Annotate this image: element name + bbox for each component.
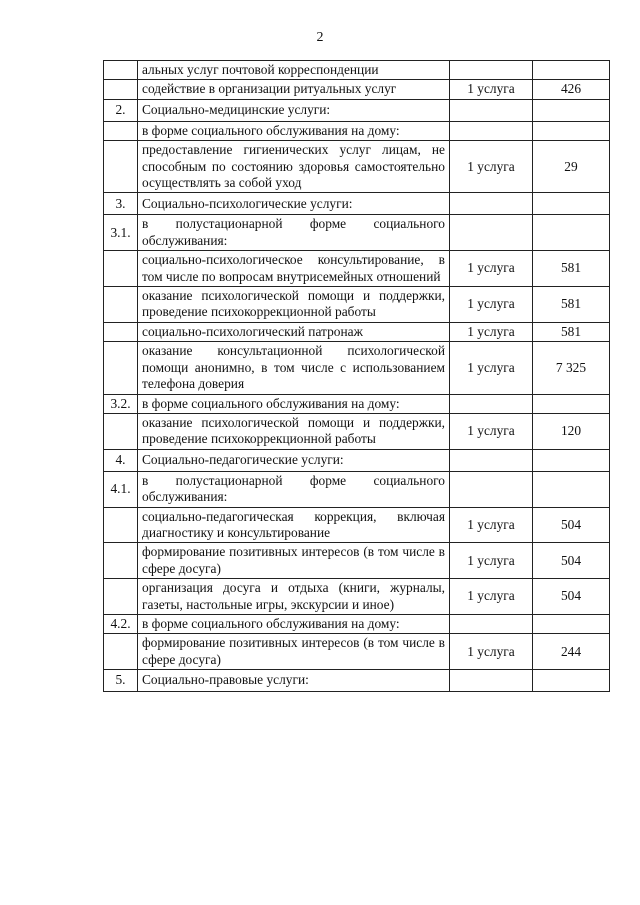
table-row — [104, 287, 610, 323]
row-number-cell — [104, 61, 138, 80]
service-description-cell: в форме социального обслуживания на дому: — [138, 394, 450, 413]
table-row — [104, 507, 610, 543]
price-cell: 581 — [533, 287, 610, 323]
row-number-cell — [104, 251, 138, 287]
row-number-cell: 4.1. — [104, 471, 138, 507]
price-cell — [533, 121, 610, 140]
price-cell: 581 — [533, 251, 610, 287]
row-number-cell — [104, 507, 138, 543]
service-description-cell: социально-педагогическая коррекция, включая диагностику и консультирование — [138, 507, 450, 543]
service-description-cell: в форме социального обслуживания на дому: — [138, 614, 450, 633]
table-row — [104, 193, 610, 215]
row-number-cell — [104, 634, 138, 670]
service-description-cell: оказание психологической помощи и поддержки, проведение психокоррекционной работы — [138, 413, 450, 449]
service-description-cell: в форме социального обслуживания на дому: — [138, 121, 450, 140]
unit-cell — [450, 215, 533, 251]
table-row — [104, 670, 610, 692]
service-description-cell: Социально-психологические услуги: — [138, 193, 450, 215]
table-body — [104, 61, 610, 692]
unit-cell — [450, 614, 533, 633]
table-row — [104, 471, 610, 507]
row-number-cell — [104, 322, 138, 341]
table-row — [104, 449, 610, 471]
service-description-cell: предоставление гигиенических услуг лицам, не способным по состоянию здоровья самостоятельно осуществлять за собой уход — [138, 141, 450, 193]
unit-cell — [450, 99, 533, 121]
row-number-cell: 3. — [104, 193, 138, 215]
price-cell: 244 — [533, 634, 610, 670]
row-number-cell — [104, 80, 138, 99]
service-description-cell: в полустационарной форме социального обслуживания: — [138, 471, 450, 507]
service-description-cell: Социально-медицинские услуги: — [138, 99, 450, 121]
unit-cell — [450, 193, 533, 215]
price-cell — [533, 61, 610, 80]
service-description-cell: социально-психологический патронаж — [138, 322, 450, 341]
price-cell: 504 — [533, 507, 610, 543]
unit-cell: 1 услуга — [450, 579, 533, 615]
price-cell: 426 — [533, 80, 610, 99]
price-cell: 7 325 — [533, 342, 610, 394]
price-cell: 120 — [533, 413, 610, 449]
unit-cell — [450, 670, 533, 692]
table-row — [104, 251, 610, 287]
unit-cell — [450, 449, 533, 471]
table-row — [104, 579, 610, 615]
price-cell — [533, 670, 610, 692]
price-cell — [533, 193, 610, 215]
price-cell — [533, 99, 610, 121]
unit-cell: 1 услуга — [450, 413, 533, 449]
service-description-cell: содействие в организации ритуальных услуг — [138, 80, 450, 99]
row-number-cell — [104, 287, 138, 323]
unit-cell: 1 услуга — [450, 543, 533, 579]
table-row — [104, 342, 610, 394]
price-cell: 581 — [533, 322, 610, 341]
service-description-cell: формирование позитивных интересов (в том числе в сфере досуга) — [138, 543, 450, 579]
row-number-cell — [104, 342, 138, 394]
unit-cell: 1 услуга — [450, 251, 533, 287]
table-row — [104, 61, 610, 80]
row-number-cell — [104, 121, 138, 140]
service-description-cell: формирование позитивных интересов (в том числе в сфере досуга) — [138, 634, 450, 670]
unit-cell — [450, 61, 533, 80]
price-cell: 29 — [533, 141, 610, 193]
row-number-cell: 4.2. — [104, 614, 138, 633]
unit-cell: 1 услуга — [450, 141, 533, 193]
service-description-cell: в полустационарной форме социального обслуживания: — [138, 215, 450, 251]
page-number: 2 — [316, 30, 324, 45]
price-cell: 504 — [533, 579, 610, 615]
table-row — [104, 634, 610, 670]
service-description-cell: оказание консультационной психологической помощи анонимно, в том числе с использованием телефона доверия — [138, 342, 450, 394]
price-cell — [533, 215, 610, 251]
row-number-cell: 3.1. — [104, 215, 138, 251]
table-row — [104, 614, 610, 633]
service-description-cell: Социально-педагогические услуги: — [138, 449, 450, 471]
service-description-cell: социально-психологическое консультирование, в том числе по вопросам внутрисемейных отношений — [138, 251, 450, 287]
services-price-table — [103, 60, 610, 692]
row-number-cell — [104, 543, 138, 579]
unit-cell: 1 услуга — [450, 322, 533, 341]
table-row — [104, 413, 610, 449]
price-cell — [533, 394, 610, 413]
service-description-cell: организация досуга и отдыха (книги, журналы, газеты, настольные игры, экскурсии и иное) — [138, 579, 450, 615]
table-row — [104, 322, 610, 341]
row-number-cell: 4. — [104, 449, 138, 471]
price-cell — [533, 449, 610, 471]
service-description-cell: оказание психологической помощи и поддержки, проведение психокоррекционной работы — [138, 287, 450, 323]
table-row — [104, 394, 610, 413]
table-row — [104, 215, 610, 251]
unit-cell — [450, 394, 533, 413]
table-row — [104, 543, 610, 579]
unit-cell: 1 услуга — [450, 342, 533, 394]
table-row — [104, 80, 610, 99]
price-cell — [533, 471, 610, 507]
table-row — [104, 141, 610, 193]
unit-cell: 1 услуга — [450, 634, 533, 670]
unit-cell — [450, 471, 533, 507]
table-row — [104, 121, 610, 140]
row-number-cell — [104, 141, 138, 193]
price-cell: 504 — [533, 543, 610, 579]
unit-cell: 1 услуга — [450, 80, 533, 99]
unit-cell: 1 услуга — [450, 507, 533, 543]
row-number-cell: 5. — [104, 670, 138, 692]
row-number-cell — [104, 413, 138, 449]
unit-cell — [450, 121, 533, 140]
service-description-cell: Социально-правовые услуги: — [138, 670, 450, 692]
row-number-cell: 3.2. — [104, 394, 138, 413]
row-number-cell — [104, 579, 138, 615]
row-number-cell: 2. — [104, 99, 138, 121]
table-row — [104, 99, 610, 121]
service-description-cell: альных услуг почтовой корреспонденции — [138, 61, 450, 80]
price-cell — [533, 614, 610, 633]
unit-cell: 1 услуга — [450, 287, 533, 323]
